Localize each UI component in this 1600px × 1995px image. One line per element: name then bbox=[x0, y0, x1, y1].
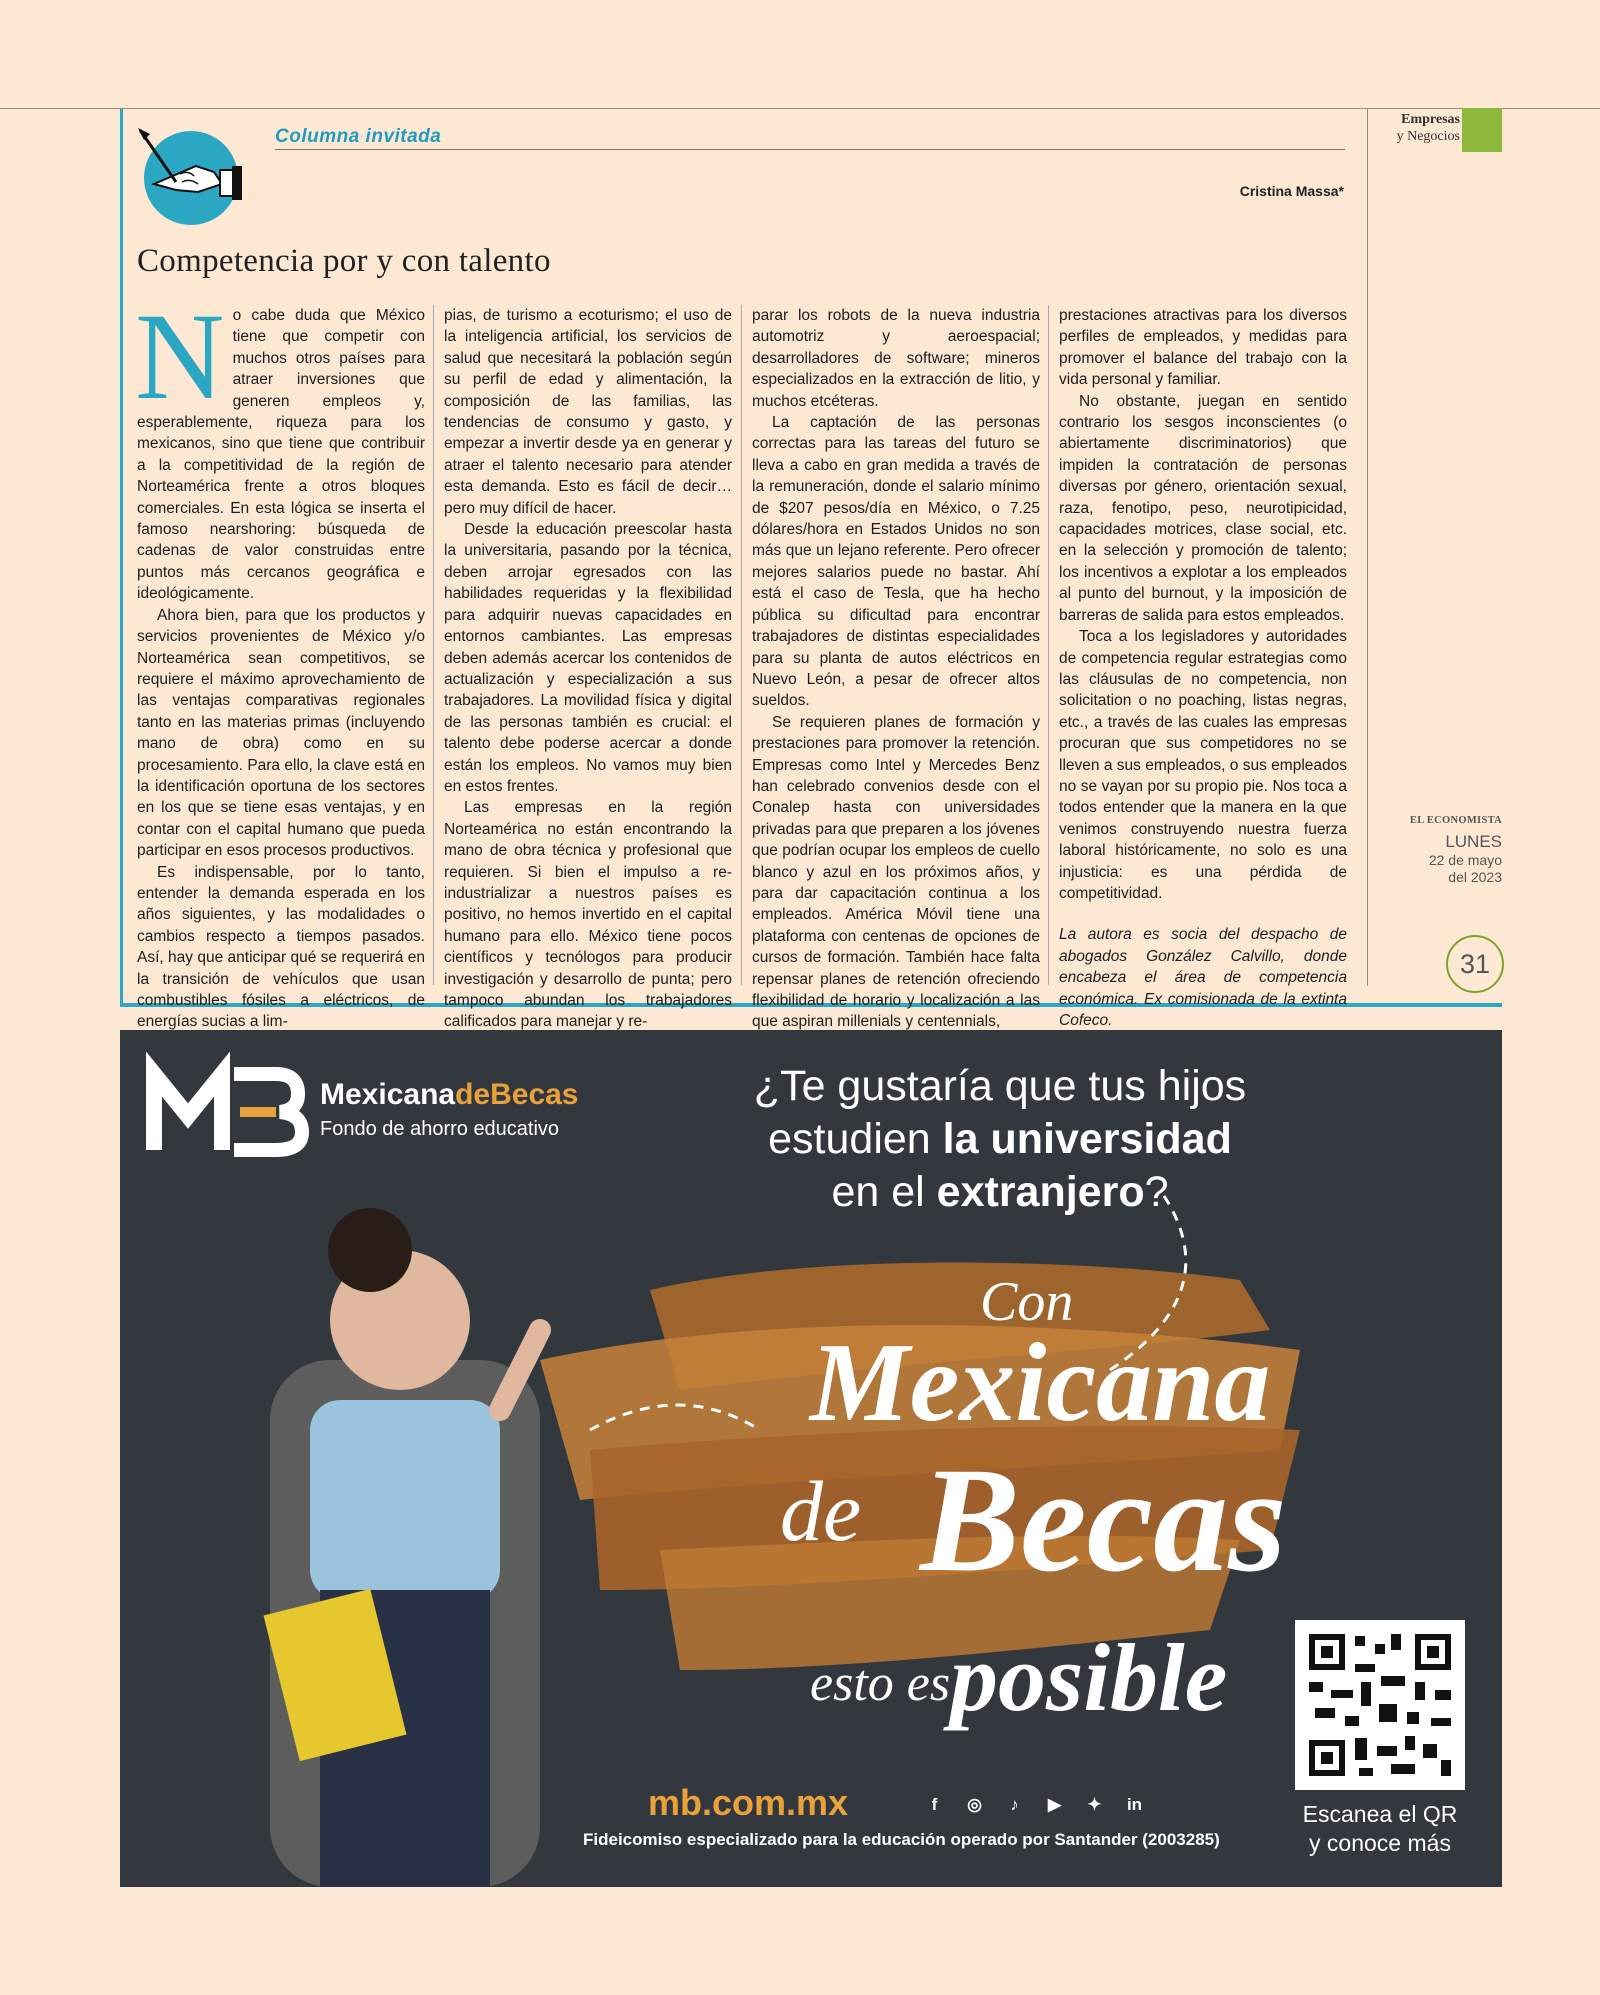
section-subtitle: y Negocios bbox=[1396, 129, 1460, 144]
issue-day: LUNES bbox=[1445, 832, 1502, 851]
qr-code[interactable] bbox=[1295, 1620, 1465, 1790]
ad-disclaimer: Fideicomiso especializado para la educación operado por Santander (2003285) bbox=[583, 1830, 1220, 1849]
paragraph: Se requieren planes de formación y prestaciones para promover la retención. Empresas como Intel y Mercedes Benz han celebrado convenios desde con el Conalep hasta con universidades privadas para que preparen a los jóvenes que podrían ocupar los empleos de cuello blanco y azul en los próximos años, y para dar capacitación continua a los empleados. América Móvil tiene una plataforma con centenas de opciones de cursos de formación. También hace falta repensar planes de retención ofreciendo flexibilidad de horario y localización a las que aspiran millenials y centennials, bbox=[752, 713, 1040, 1031]
column-label: Columna invitada bbox=[275, 126, 442, 147]
issue-date-line1: 22 de mayo bbox=[1428, 852, 1502, 868]
header-rule bbox=[0, 108, 1600, 109]
linkedin-icon[interactable]: in bbox=[1126, 1795, 1143, 1814]
paragraph: pias, de turismo a ecoturismo; el uso de la inteligencia artificial, los servicios de salud que necesitará la población según su perfil de edad y alimentación, la composición de las familias, las tendencias de consumo y gasto, y empezar a invertir desde ya en generar y atraer el talento necesario para atender esta demanda. Esto es fácil de decir… pero muy difícil de hacer. bbox=[444, 307, 732, 517]
section-tag bbox=[1380, 108, 1502, 152]
page-number: 31 bbox=[1446, 935, 1504, 993]
twitter-icon[interactable]: ✦ bbox=[1087, 1795, 1102, 1814]
newspaper-brand: EL ECONOMISTA bbox=[1409, 815, 1502, 826]
quill-hand-icon bbox=[136, 126, 250, 226]
svg-text:Mexicana: Mexicana bbox=[810, 1321, 1271, 1445]
article-column-2 bbox=[444, 305, 732, 1031]
paragraph: Las empresas en la región Norteamérica no están encontrando la mano de obra técnica y profesional que requieren. Si bien el impulso a re-industrializar a nuestros países es positivo, no hemos invertido en el capital humano para ello. México tiene pocos científicos y tecnólogos para producir investigación y desarrollo de punta; pero tampoco abundan los trabajadores calificados para manejar y re- bbox=[444, 799, 732, 1031]
svg-text:posible: posible bbox=[950, 1624, 1228, 1731]
column-frame-left bbox=[120, 109, 123, 1006]
column-separator bbox=[1048, 305, 1049, 985]
svg-text:de: de bbox=[780, 1463, 862, 1559]
svg-text:Con: Con bbox=[980, 1271, 1074, 1333]
paragraph: Desde la educación preescolar hasta la universitaria, pasando por la técnica, deben arrojar egresados con las habilidades requeridas y la flexibilidad para adquirir nuevas capacidades en entornos cambiantes. Las empresas deben además acercar los contenidos de actualización y especialización a sus trabajadores. La movilidad física y digital de las personas también es crucial: el talento debe poderse acercar a donde están los empleos. No vamos muy bien en estos frentes. bbox=[444, 521, 732, 795]
paragraph: No obstante, juegan en sentido contrario los sesgos inconscientes (o abiertamente discriminatorios) que impiden la contratación de personas diversas por género, orientación sexual, raza, fenotipo, peso, neurotipicidad, capacidades motrices, clase social, etc. en la selección y promoción de talento; los incentivos a explotar a los empleados al punto del burnout, y la imposición de barreras de salida para estos empleados. bbox=[1059, 392, 1347, 624]
section-title: Empresas bbox=[1401, 112, 1460, 127]
paragraph: prestaciones atractivas para los diversos perfiles de empleados, y medidas para promover el balance del trabajo con la vida personal y familiar. bbox=[1059, 307, 1347, 389]
facebook-icon[interactable]: f bbox=[931, 1795, 938, 1814]
drop-cap: N bbox=[135, 288, 225, 425]
paragraph: parar los robots de la nueva industria automotriz y aeroespacial; desarrolladores de software; mineros especializados en la extracción de litio, y muchos etcéteras. bbox=[752, 307, 1040, 410]
paragraph: Toca a los legisladores y autoridades de competencia regular estrategias como las cláusulas de no competencia, non solicitation o no poaching, listas negras, etc., a través de las cuales las empresas procuran que sus competidores no se lleven a sus empleados, o sus empleados no se vayan por su propio pie. Nos toca a todos entender que la manera en la que venimos construyendo nuestra fuerza laboral históricamente, no solo es una injusticia: es una pérdida de competitividad. bbox=[1059, 628, 1347, 902]
ad-brand-name: MexicanadeBecas bbox=[320, 1078, 579, 1111]
qr-code-icon bbox=[1295, 1620, 1465, 1790]
article-column-3 bbox=[752, 305, 1040, 1031]
tiktok-icon[interactable]: ♪ bbox=[1010, 1795, 1019, 1814]
ad-website-link[interactable]: mb.com.mx bbox=[648, 1782, 849, 1823]
svg-text:esto es: esto es bbox=[810, 1655, 951, 1712]
section-color-bar bbox=[1462, 108, 1502, 152]
paragraph: Es indispensable, por lo tanto, entender la demanda esperada en los años siguientes, y las modalidades o cambios respecto a tiempos pasados. Así, hay que anticipar qué se requerirá en la transición de vehículos que usan combustibles fósiles a eléctricos, de energías sucias a lim- bbox=[137, 863, 425, 1031]
qr-caption: Escanea el QR y conoce más bbox=[1302, 1801, 1458, 1856]
instagram-icon[interactable]: ◎ bbox=[967, 1795, 982, 1814]
ad-headline: ¿Te gustaría que tus hijos estudien la universidad en el extranjero? bbox=[753, 1062, 1247, 1216]
issue-info bbox=[1380, 815, 1502, 886]
column-separator bbox=[741, 305, 742, 985]
paragraph: Ahora bien, para que los productos y servicios provenientes de México y/o Norteamérica sean competitivos, se requiere el máximo aprovechamiento de las ventajas comparativas regionales tanto en las materias primas (incluyendo mano de obra) como en su procesamiento. Para ello, la clave está en la identificación oportuna de los sectores en los que se tiene esas ventajas, y en contar con el capital humano que pueda participar en esos procesos productivos. bbox=[137, 606, 425, 860]
author-note: La autora es socia del despacho de abogados González Calvillo, donde encabeza el área de competencia económica. Ex comisionada de la extinta Cofeco. bbox=[1059, 926, 1347, 1029]
paragraph: La captación de las personas correctas para las tareas del futuro se lleva a cabo en gran medida a través de la remuneración, donde el salario mínimo de $207 pesos/día en México, o 7.25 dólares/hora en Estados Unidos no son más que un lejano referente. Pero ofrecer mejores salarios puede no bastar. Ahí está el caso de Tesla, que ha hecho pública su dificultad para encontrar trabajadores de distintas especialidades para su planta de autos eléctricos en Nuevo León, a pesar de ofrecer altos sueldos. bbox=[752, 414, 1040, 710]
paragraph: No cabe duda que México tiene que competir con muchos otros países para atraer inversiones que generen empleos y, esperablemente, riqueza para los mexicanos, sino que tiene que contribuir a la competitividad de la región de Norteamérica frente a otros bloques comerciales. En esta lógica se inserta el famoso nearshoring: búsqueda de cadenas de valor construidas entre puntos más cercanos geográfica e ideológicamente. bbox=[135, 288, 425, 603]
column-label-rule bbox=[275, 149, 1345, 150]
advertisement[interactable] bbox=[120, 1030, 1502, 1887]
ad-brand-subtitle: Fondo de ahorro educativo bbox=[320, 1118, 560, 1140]
column-separator bbox=[433, 305, 434, 985]
author-byline: Cristina Massa* bbox=[1239, 183, 1344, 199]
article-column-4 bbox=[1059, 305, 1347, 1029]
column-frame-right bbox=[1367, 109, 1368, 986]
ad-social-icons bbox=[920, 1790, 1149, 1819]
issue-date-line2: del 2023 bbox=[1448, 869, 1502, 885]
headline: Competencia por y con talento bbox=[137, 243, 551, 279]
svg-text:Becas: Becas bbox=[920, 1437, 1287, 1603]
youtube-icon[interactable]: ▶ bbox=[1047, 1795, 1062, 1814]
article-column-1 bbox=[135, 288, 425, 1031]
